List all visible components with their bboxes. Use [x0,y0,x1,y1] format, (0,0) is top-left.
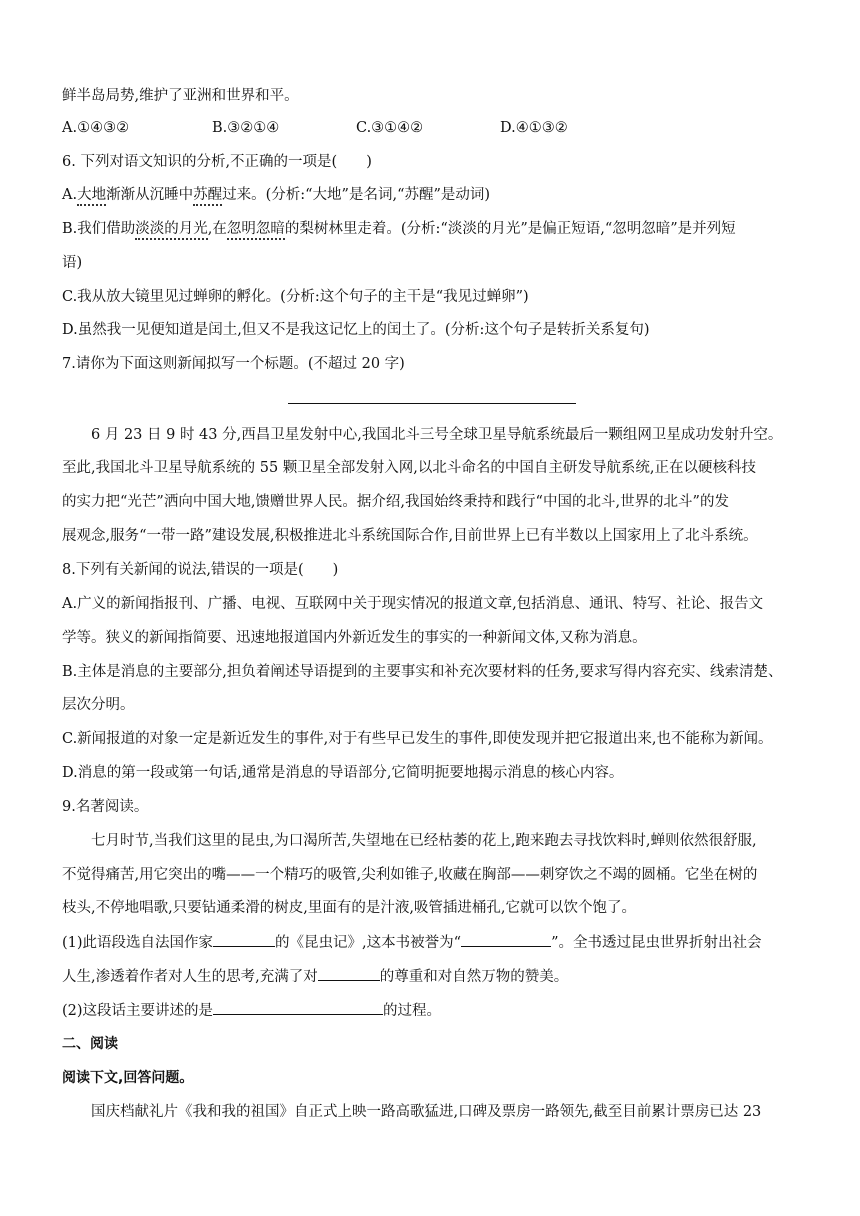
reading-line: 国庆档献礼片《我和我的祖国》自正式上映一路高歌猛进,口碑及票房一路领先,截至目前累计票房已达 23 [91,1104,762,1120]
reputation-blank[interactable] [461,932,551,947]
title-answer-blank[interactable] [288,403,576,404]
q5-option-d: D.④①③② [500,120,568,136]
q8-option-a: A.广义的新闻指报刊、广播、电视、互联网中关于现实情况的报道文章,包括消息、通讯、特写、社论、报告文 [62,596,764,612]
news-paragraph-line: 6 月 23 日 9 时 43 分,西昌卫星发射中心,我国北斗三号全球卫星导航系统最后一颗组网卫星成功发射升空。 [91,427,783,443]
q6-option-a: A.大地渐渐从沉睡中苏醒过来。(分析:“大地”是名词,“苏醒”是动词) [62,185,490,205]
q8-option-b-cont: 层次分明。 [62,697,135,713]
q8-option-a-cont: 学等。狭义的新闻指简要、迅速地报道国内外新近发生的事实的一种新闻文体,又称为消息。 [62,630,647,646]
passage-line: 七月时节,当我们这里的昆虫,为口渴所苦,失望地在已经枯萎的花上,跑来跑去寻找饮料时,蝉则依然很舒服, [91,833,757,849]
section-2-heading: 二、阅读 [62,1036,118,1052]
q8-option-c: C.新闻报道的对象一定是新近发生的事件,对于有些早已发生的事件,即使发现并把它报道出来,也不能称为新闻。 [62,731,773,747]
author-blank[interactable] [213,932,275,947]
question-8: 8.下列有关新闻的说法,错误的一项是( ) [62,562,339,578]
news-paragraph-line: 的实力把“光芒”洒向中国大地,馈赠世界人民。据介绍,我国始终秉持和践行“中国的北斗,世界的北斗”的发 [62,494,729,510]
process-blank[interactable] [213,1000,383,1015]
news-paragraph-line: 展观念,服务“一带一路”建设发展,积极推进北斗系统国际合作,目前世界上已有半数以上国家用上了北斗系统。 [62,528,758,544]
q6-option-b-cont: 语) [62,255,83,271]
text-line: 鲜半岛局势,维护了亚洲和世界和平。 [62,88,299,104]
q9-sub-1-cont: 人生,渗透着作者对人生的思考,充满了对 的尊重和对自然万物的赞美。 [62,966,568,987]
section-2-instruction: 阅读下文,回答问题。 [62,1070,194,1086]
q9-sub-1: (1)此语段选自法国作家 的《昆虫记》,这本书被誉为“ ”。全书透过昆虫世界折射出社会 [62,932,762,953]
q8-option-d: D.消息的第一段或第一句话,通常是消息的导语部分,它简明扼要地揭示消息的核心内容。 [62,765,624,781]
question-6: 6. 下列对语文知识的分析,不正确的一项是( ) [62,154,372,170]
question-7: 7.请你为下面这则新闻拟写一个标题。(不超过 20 字) [62,356,405,372]
q5-option-c: C.③①④② [356,120,424,136]
q8-option-b: B.主体是消息的主要部分,担负着阐述导语提到的主要事实和补充次要材料的任务,要求写得内容充实、线索清楚、 [62,664,783,680]
q6-option-c: C.我从放大镜里见过蝉卵的孵化。(分析:这个句子的主干是“我见过蝉卵”) [62,289,529,305]
passage-line: 不觉得痛苦,用它突出的嘴——一个精巧的吸管,尖利如锥子,收藏在胸部——刺穿饮之不竭的圆桶。它坐在树的 [62,867,758,883]
q5-option-a: A.①④③② [62,120,130,136]
respect-blank[interactable] [318,966,380,981]
news-paragraph-line: 至此,我国北斗卫星导航系统的 55 颗卫星全部发射入网,以北斗命名的中国自主研发导航系统,正在以硬核科技 [62,460,756,476]
question-9: 9.名著阅读。 [62,799,149,815]
q5-option-b: B.③②①④ [212,120,280,136]
q6-option-b: B.我们借助淡淡的月光,在忽明忽暗的梨树林里走着。(分析:“淡淡的月光”是偏正短语,“忽明忽暗”是并列短 [62,219,736,239]
q9-sub-2: (2)这段话主要讲述的是 的过程。 [62,1000,441,1021]
passage-line: 枝头,不停地唱歌,只要钻通柔滑的树皮,里面有的是汁液,吸管插进桶孔,它就可以饮个饱了。 [62,900,637,916]
q6-option-d: D.虽然我一见便知道是闰土,但又不是我这记忆上的闰土了。(分析:这个句子是转折关系复句) [62,322,650,338]
